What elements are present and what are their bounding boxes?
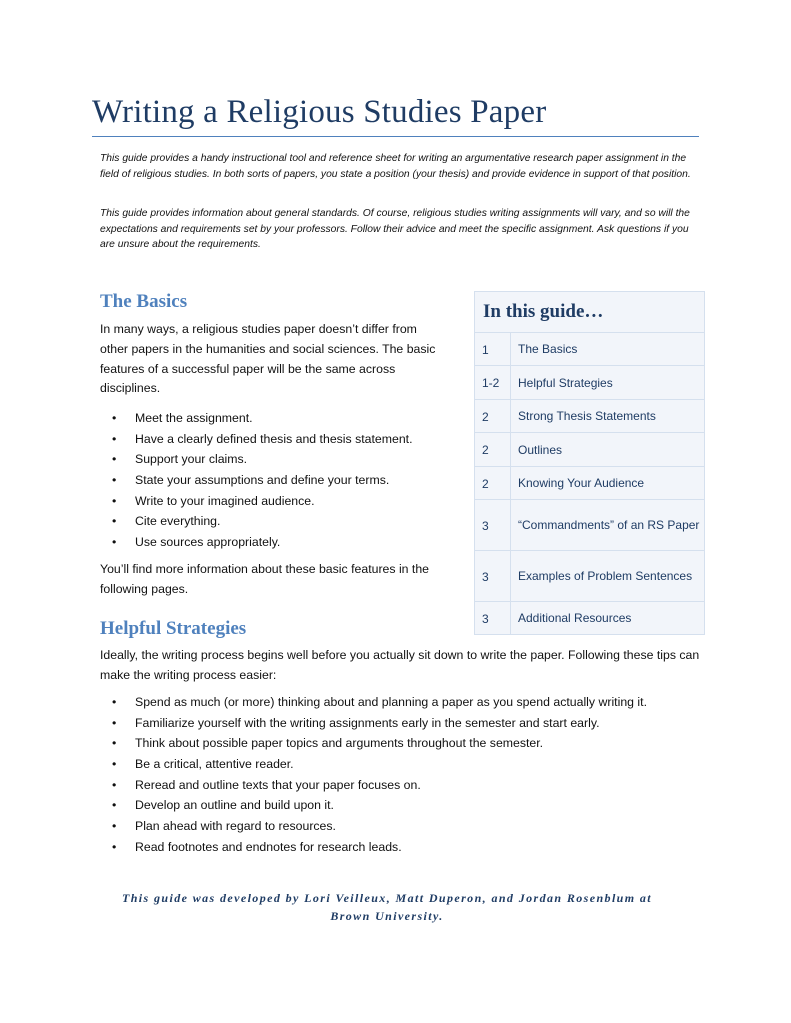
toc-entry-label: Strong Thesis Statements	[518, 409, 656, 423]
bullet-icon: •	[112, 493, 117, 508]
bullet-icon: •	[112, 798, 117, 813]
toc-entry-label: Knowing Your Audience	[518, 476, 645, 490]
toc-row-commandments[interactable]	[475, 499, 704, 551]
list-item	[112, 429, 413, 450]
list-item	[112, 795, 647, 816]
toc-row-problem-sentences[interactable]	[475, 550, 704, 602]
bullet-icon: •	[112, 819, 117, 834]
list-item-text: Reread and outline texts that your paper focuses on.	[135, 777, 421, 792]
toc-page-number: 2	[475, 400, 511, 433]
list-item	[112, 449, 413, 470]
toc-entry-label: “Commandments” of an RS Paper	[518, 518, 700, 532]
toc-row-helpful-strategies[interactable]	[475, 365, 704, 400]
toc-entry-label: Additional Resources	[518, 611, 632, 625]
list-item	[112, 816, 647, 837]
strategies-list	[112, 692, 647, 858]
list-item	[112, 733, 647, 754]
bullet-icon: •	[112, 473, 117, 488]
list-item	[112, 511, 413, 532]
basics-closing-paragraph: You’ll find more information about these basic features in the following pages.	[100, 562, 430, 596]
intro-paragraph-1: This guide provides a handy instructional tool and reference sheet for writing an argumentative research paper assignment in the field of religious studies. In both sorts of papers, you state a position (your thesis) and provide evidence in support of that position.	[100, 153, 691, 180]
list-item-text: Plan ahead with regard to resources.	[135, 819, 336, 834]
toc-page-number: 1-2	[475, 366, 511, 400]
intro-paragraph-2: This guide provides information about general standards. Of course, religious studies writing assignments will vary, and so will the expectations and requirements set by your professors. Follow their advice and meet the specific assignment. Ask questions if you are unsure about the requirements.	[100, 208, 690, 250]
toc-entry-label: Outlines	[518, 442, 563, 457]
credit-footer: This guide was developed by Lori Veilleux, Matt Duperon, and Jordan Rosenblum at Brown University.	[121, 891, 653, 923]
toc-page-number: 2	[475, 467, 511, 500]
toc-entry-label: The Basics	[518, 342, 578, 356]
toc-page-number: 3	[475, 551, 511, 602]
toc-row-outlines[interactable]	[475, 432, 704, 467]
list-item-text: Support your claims.	[135, 452, 248, 467]
bullet-icon: •	[112, 695, 117, 709]
toc-row-knowing-your-audience[interactable]	[475, 466, 704, 500]
bullet-icon: •	[112, 839, 117, 854]
list-item-text: Write to your imagined audience.	[135, 493, 315, 508]
toc-entry-label: Helpful Strategies	[518, 375, 613, 390]
strategies-heading: Helpful Strategies	[100, 618, 247, 639]
bullet-icon: •	[112, 736, 117, 751]
bullet-icon: •	[112, 452, 117, 467]
list-item	[112, 491, 413, 512]
list-item-text: Familiarize yourself with the writing assignments early in the semester and start early.	[135, 715, 600, 730]
toc-row-additional-resources[interactable]	[475, 601, 704, 635]
title-underline	[92, 136, 699, 137]
basics-list	[112, 408, 413, 553]
list-item-text: Spend as much (or more) thinking about and planning a paper as you spend actually writing it.	[135, 695, 647, 709]
list-item-text: Have a clearly defined thesis and thesis statement.	[135, 431, 413, 446]
page-title: Writing a Religious Studies Paper	[92, 94, 547, 130]
toc-entry-label: Examples of Problem Sentences	[518, 569, 693, 583]
list-item-text: Meet the assignment.	[135, 411, 253, 425]
bullet-icon: •	[112, 411, 117, 425]
list-item-text: Develop an outline and build upon it.	[135, 798, 334, 813]
list-item	[112, 532, 413, 553]
toc-page-number: 3	[475, 500, 511, 551]
toc-row-strong-thesis-statements[interactable]	[475, 399, 704, 433]
toc-page-number: 2	[475, 433, 511, 467]
list-item	[112, 408, 413, 429]
list-item	[112, 692, 647, 713]
list-item	[112, 754, 647, 775]
list-item-text: Cite everything.	[135, 514, 221, 529]
list-item	[112, 470, 413, 491]
list-item	[112, 775, 647, 796]
list-item-text: Use sources appropriately.	[135, 535, 281, 550]
bullet-icon: •	[112, 757, 117, 772]
bullet-icon: •	[112, 431, 117, 446]
toc-page-number: 3	[475, 602, 511, 635]
basics-paragraph: In many ways, a religious studies paper doesn’t differ from other papers in the humanities and social sciences. The basic features of a successful paper will be the same across disciplines.	[100, 322, 436, 396]
list-item	[112, 837, 647, 858]
bullet-icon: •	[112, 514, 117, 529]
bullet-icon: •	[112, 777, 117, 792]
toc-sidebar	[474, 291, 705, 635]
bullet-icon: •	[112, 535, 117, 550]
list-item-text: Think about possible paper topics and arguments throughout the semester.	[135, 736, 544, 751]
strategies-paragraph: Ideally, the writing process begins well before you actually sit down to write the paper. Following these tips can make the writing process easier:	[100, 648, 700, 682]
list-item	[112, 713, 647, 734]
list-item-text: Read footnotes and endnotes for research leads.	[135, 839, 402, 854]
list-item-text: Be a critical, attentive reader.	[135, 757, 294, 772]
list-item-text: State your assumptions and define your terms.	[135, 473, 390, 488]
toc-title: In this guide…	[483, 301, 604, 322]
toc-page-number: 1	[475, 333, 511, 366]
basics-heading: The Basics	[100, 291, 188, 312]
toc-row-the-basics[interactable]	[475, 332, 704, 366]
bullet-icon: •	[112, 715, 117, 730]
